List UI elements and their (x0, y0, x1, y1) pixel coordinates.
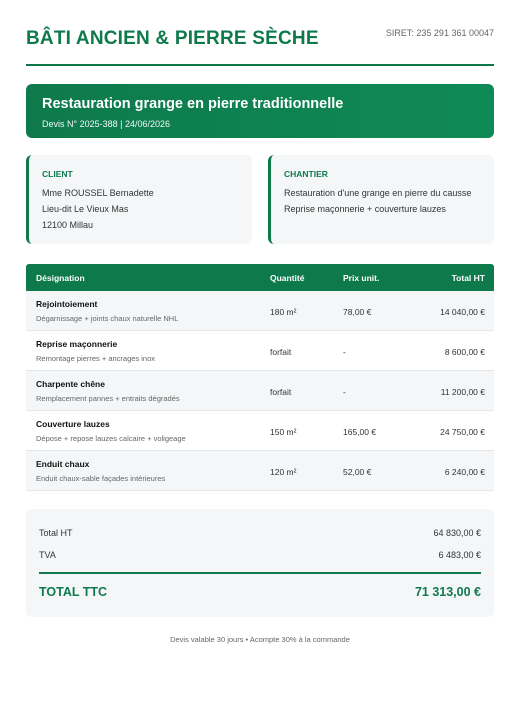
tva-value: 6 483,00 € (438, 550, 481, 560)
chantier-card (268, 155, 494, 244)
table-row (26, 331, 494, 371)
row-unit-price: - (343, 347, 346, 357)
client-name: Mme ROUSSEL Bernadette (42, 188, 154, 198)
tva-label: TVA (39, 550, 56, 560)
row-description: Enduit chaux-sable façades intérieures (36, 474, 166, 483)
total-ttc-label: TOTAL TTC (39, 585, 108, 599)
row-quantity: 120 m² (270, 467, 297, 477)
quote-reference: Devis N° 2025-388 | 24/06/2026 (42, 119, 171, 129)
totals-panel (26, 509, 494, 617)
client-address: Lieu-dit Le Vieux Mas (42, 204, 129, 214)
row-total: 8 600,00 € (444, 347, 485, 357)
header-designation: Désignation (36, 273, 85, 283)
total-ttc-value: 71 313,00 € (414, 585, 481, 599)
chantier-heading: CHANTIER (284, 169, 328, 179)
footer-note: Devis valable 30 jours • Acompte 30% à la commande (170, 635, 350, 644)
client-city: 12100 Millau (42, 220, 94, 230)
row-unit-price: 52,00 € (343, 467, 372, 477)
row-unit-price: 165,00 € (343, 427, 377, 437)
table-row (26, 451, 494, 491)
client-heading: CLIENT (42, 169, 73, 179)
quote-title: Restauration grange en pierre traditionnelle (42, 96, 344, 112)
quote-banner (26, 84, 494, 138)
row-title: Rejointoiement (36, 299, 98, 309)
row-total: 24 750,00 € (440, 427, 485, 437)
row-title: Enduit chaux (36, 459, 90, 469)
chantier-line: Restauration d'une grange en pierre du causse (284, 188, 472, 198)
row-description: Dépose + repose lauzes calcaire + voligeage (36, 434, 186, 443)
row-total: 11 200,00 € (440, 387, 485, 397)
row-title: Couverture lauzes (36, 419, 110, 429)
header-total: Total HT (451, 273, 485, 283)
row-total: 6 240,00 € (444, 467, 485, 477)
row-quantity: forfait (270, 347, 292, 357)
quote-table (26, 264, 494, 491)
row-description: Remplacement pannes + entraits dégradés (36, 394, 180, 403)
row-description: Remontage pierres + ancrages inox (36, 354, 156, 363)
row-quantity: 180 m² (270, 307, 297, 317)
table-header (26, 264, 494, 291)
company-name: BÂTI ANCIEN & PIERRE SÈCHE (26, 28, 319, 49)
row-total: 14 040,00 € (440, 307, 485, 317)
table-row (26, 371, 494, 411)
table-row (26, 411, 494, 451)
table-row (26, 291, 494, 331)
row-description: Dégarnissage + joints chaux naturelle NHL (36, 314, 179, 323)
row-title: Charpente chêne (36, 379, 105, 389)
row-quantity: 150 m² (270, 427, 297, 437)
header-unit-price: Prix unit. (343, 273, 380, 283)
client-card (26, 155, 252, 244)
total-ht-label: Total HT (39, 528, 73, 538)
row-quantity: forfait (270, 387, 292, 397)
header-quantity: Quantité (270, 273, 305, 283)
totals-divider (39, 572, 481, 574)
chantier-line: Reprise maçonnerie + couverture lauzes (284, 204, 446, 214)
row-unit-price: - (343, 387, 346, 397)
row-unit-price: 78,00 € (343, 307, 372, 317)
total-ht-value: 64 830,00 € (433, 528, 481, 538)
document-header (26, 28, 494, 66)
row-title: Reprise maçonnerie (36, 339, 118, 349)
company-siret: SIRET: 235 291 361 00047 (385, 28, 494, 38)
